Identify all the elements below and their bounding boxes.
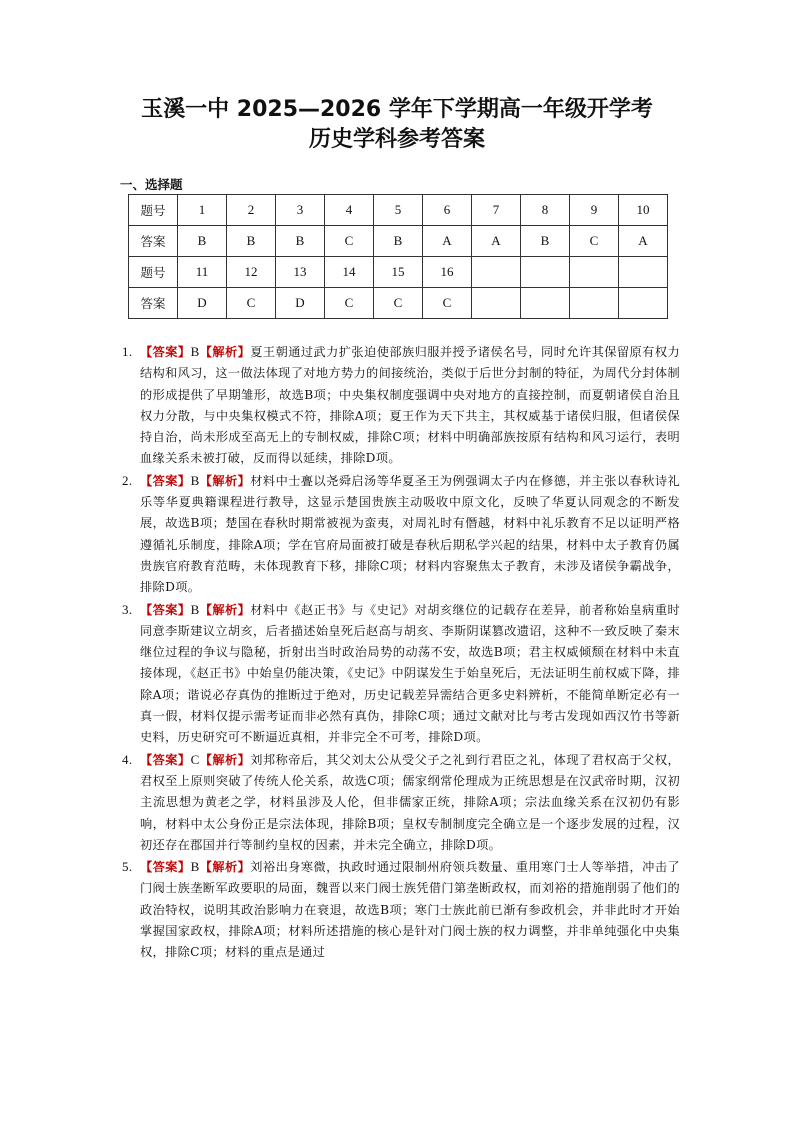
answer-letter: B (190, 472, 200, 488)
answer-tag: 【答案】 (140, 602, 191, 617)
answer-cell (521, 288, 570, 319)
document-title: 玉溪一中 2025—2026 学年下学期高一年级开学考 (141, 97, 653, 122)
question-number-cell (472, 257, 521, 288)
question-number-row (129, 195, 668, 226)
question-number-cell: 9 (570, 195, 619, 226)
answer-cell: C (570, 226, 619, 257)
item-number: 5. (122, 859, 133, 875)
answer-letter: B (190, 601, 200, 617)
section-heading: 一、选择题 (120, 177, 183, 192)
analysis-tag: 【解析】 (199, 752, 251, 767)
question-number-cell: 3 (276, 195, 325, 226)
explanations-list (118, 341, 680, 964)
question-number-cell: 16 (423, 257, 472, 288)
answer-cell: D (276, 288, 325, 319)
question-number-cell: 14 (325, 257, 374, 288)
question-number-row (129, 257, 668, 288)
answer-cell: C (423, 288, 472, 319)
answer-cell: A (619, 226, 668, 257)
question-number-cell: 15 (374, 257, 423, 288)
explanation-item (118, 749, 680, 856)
question-number-cell: 4 (325, 195, 374, 226)
question-number-cell (619, 257, 668, 288)
answer-cell: A (472, 226, 521, 257)
question-number-cell: 1 (178, 195, 227, 226)
answer-tag: 【答案】 (140, 860, 191, 875)
question-number-cell: 13 (276, 257, 325, 288)
question-number-cell: 6 (423, 195, 472, 226)
answer-cell: C (374, 288, 423, 319)
analysis-tag: 【解析】 (199, 345, 251, 359)
answer-cell (472, 288, 521, 319)
answer-letter: B (190, 859, 200, 875)
question-number-cell: 10 (619, 195, 668, 226)
answer-letter: B (190, 344, 200, 359)
question-number-cell: 11 (178, 257, 227, 288)
question-number-cell (570, 257, 619, 288)
answer-cell: C (325, 226, 374, 257)
answer-cell: B (178, 226, 227, 257)
answer-tag: 【答案】 (140, 345, 191, 359)
question-number-cell: 12 (227, 257, 276, 288)
answer-cell: B (374, 226, 423, 257)
row-label: 题号 (129, 257, 178, 288)
item-number: 2. (122, 472, 133, 488)
explanation-item (118, 856, 680, 963)
answer-cell: A (423, 226, 472, 257)
answer-letter: C (190, 751, 200, 767)
document-subtitle: 历史学科参考答案 (308, 127, 485, 152)
answer-cell: D (178, 288, 227, 319)
question-number-cell (521, 257, 570, 288)
answer-tag: 【答案】 (140, 473, 191, 488)
question-number-cell: 2 (227, 195, 276, 226)
answer-row (129, 288, 668, 319)
question-number-cell: 5 (374, 195, 423, 226)
answer-cell: B (276, 226, 325, 257)
answer-table (128, 194, 668, 319)
analysis-tag: 【解析】 (199, 860, 251, 875)
analysis-text: 夏王朝通过武力扩张迫使部族归服并授予诸侯名号，同时允许其保留原有权力结构和风习，这一做法体现了对地方势力的间接统治，类似于后世分封制的特征，为周代分封体制的形成提供了早期雏形，故选B项；中央集权制度强调中央对地方的直接控制，而夏朝诸侯自治且权力分散，与中央集权模式不符，排除A项；夏王作为天下共主，其权威基于诸侯归服，但诸侯保持自治，尚未形成至高无上的专制权威，排除C项；材料中明确部族按原有结构和风习运行，表明血缘关系未被打破，反而得以延续，排除D项。 (140, 345, 680, 466)
item-number: 1. (122, 344, 133, 359)
analysis-text: 材料中士亹以尧舜启汤等华夏圣王为例强调太子内在修德，并主张以春秋诗礼乐等华夏典籍课程进行教导，这显示楚国贵族主动吸收中原文化，反映了华夏认同观念的不断发展，故选B项；楚国在春秋时期常被视为蛮夷，对周礼时有僭越，材料中礼乐教育不足以证明严格遵循礼乐制度，排除A项；学在官府局面被打破是春秋后期私学兴起的结果，材料中太子教育仍属贵族官府教育范畴，未体现教育下移，排除C项；材料内容聚焦太子教育，未涉及诸侯争霸战争，排除D项。 (140, 473, 680, 595)
answer-cell: B (227, 226, 276, 257)
explanation-item (118, 470, 680, 599)
explanation-item (118, 599, 680, 749)
answer-tag: 【答案】 (140, 752, 191, 767)
analysis-tag: 【解析】 (199, 602, 251, 617)
item-number: 3. (122, 601, 133, 617)
item-number: 4. (122, 751, 133, 767)
answer-cell (570, 288, 619, 319)
analysis-tag: 【解析】 (199, 473, 251, 488)
answer-cell (619, 288, 668, 319)
answer-cell: B (521, 226, 570, 257)
answer-row (129, 226, 668, 257)
analysis-text: 刘裕出身寒微，执政时通过限制州府领兵数量、重用寒门士人等举措，冲击了门阀士族垄断军政要职的局面，魏晋以来门阀士族凭借门第垄断政权，而刘裕的措施削弱了他们的政治特权，说明其政治影响力在衰退，故选B项；寒门士族此前已渐有参政机会，并非此时才开始掌握国家政权，排除A项；材料所述措施的核心是针对门阀士族的权力调整，并非单纯强化中央集权，排除C项；材料的重点是通过 (140, 860, 680, 960)
explanation-item (118, 341, 680, 470)
analysis-text: 刘邦称帝后，其父刘太公从受父子之礼到行君臣之礼，体现了君权高于父权，君权至上原则突破了传统人伦关系，故选C项；儒家纲常伦理成为正统思想是在汉武帝时期，汉初主流思想为黄老之学，材料虽涉及人伦，但非儒家正统，排除A项；宗法血缘关系在汉初仍有影响，材料中太公身份正是宗法体现，排除B项；皇权专制制度完全确立是一个逐步发展的过程，汉初还存在郡国并行等制约皇权的因素，并未完全确立，排除D项。 (140, 752, 680, 852)
row-label: 答案 (129, 288, 178, 319)
answer-cell: C (227, 288, 276, 319)
analysis-text: 材料中《赵正书》与《史记》对胡亥继位的记载存在差异，前者称始皇病重时同意李斯建议立胡亥，后者描述始皇死后赵高与胡亥、李斯阴谋篡改遗诏，这种不一致反映了秦末继位过程的争议与隐秘，折射出当时政治局势的动荡不安，故选B项；君主权威倾颓在材料中未直接体现，《赵正书》中始皇仍能决策，《史记》中阴谋发生于始皇死后，无法证明生前权威下降，排除A项；谐说必存真伪的推断过于绝对，历史记载差异需结合更多史料辨析，不能简单断定必有一真一假，材料仅提示需考证而非必然有真伪，排除C项；通过文献对比与考古发现如西汉竹书等新史料，历史研究可不断逼近真相，并非完全不可考，排除D项。 (140, 602, 680, 745)
row-label: 题号 (129, 195, 178, 226)
answer-cell: C (325, 288, 374, 319)
row-label: 答案 (129, 226, 178, 257)
question-number-cell: 8 (521, 195, 570, 226)
question-number-cell: 7 (472, 195, 521, 226)
